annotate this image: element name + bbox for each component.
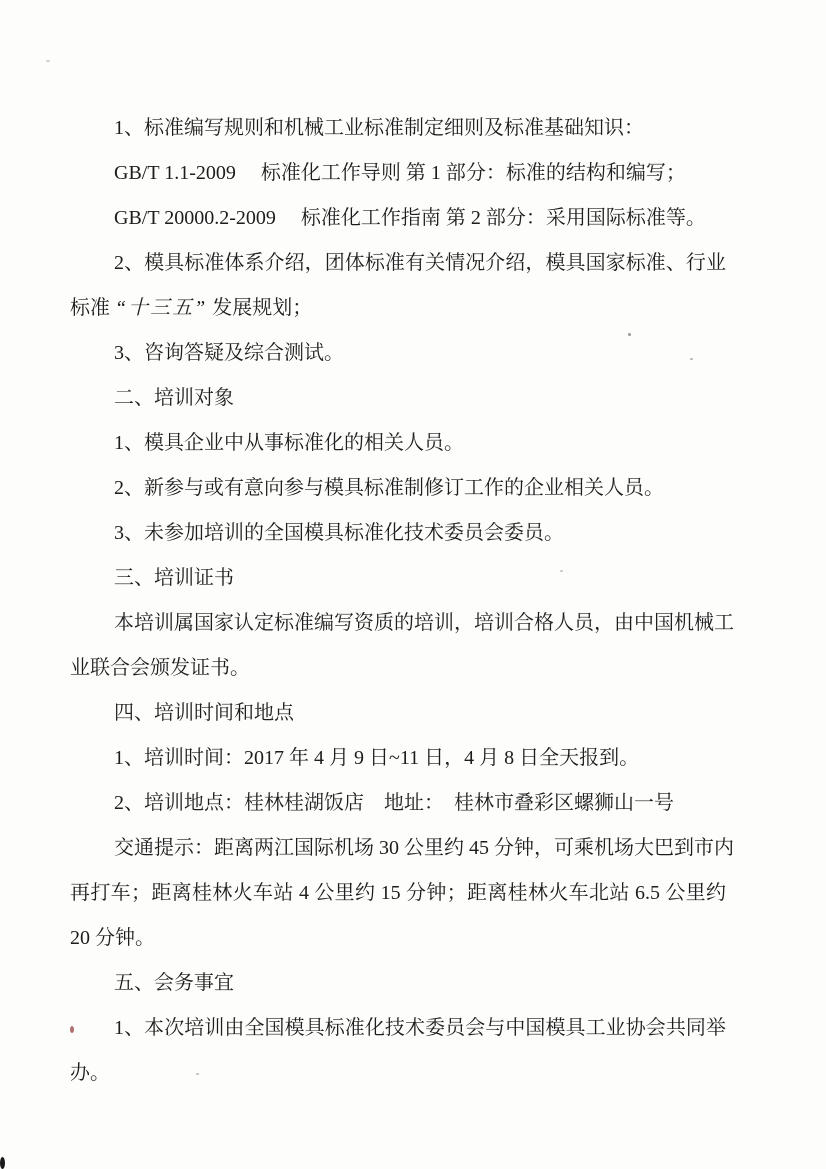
scan-speck <box>690 358 693 360</box>
doc-line <box>70 196 726 241</box>
doc-line <box>70 601 734 646</box>
line-text: 本培训属国家认定标准编写资质的培训，培训合格人员，由中国机械工 <box>114 612 734 634</box>
line-text: 二、培训对象 <box>114 387 234 409</box>
line-text: 标准 <box>70 297 115 319</box>
line-text: 再打车；距离桂林火车站 4 公里约 15 分钟；距离桂林火车北站 6.5 公里约 <box>70 882 726 904</box>
doc-line <box>70 151 726 196</box>
line-text: 3、未参加培训的全国模具标准化技术委员会委员。 <box>114 522 564 544</box>
doc-line <box>70 466 726 511</box>
line-text: 3、咨询答疑及综合测试。 <box>114 342 344 364</box>
doc-line <box>70 646 726 691</box>
doc-line <box>70 376 726 421</box>
line-text: 四、培训时间和地点 <box>114 702 294 724</box>
doc-line <box>70 1006 726 1051</box>
line-text: GB/T 1.1-2009 标准化工作导则 第 1 部分：标准的结构和编写； <box>114 162 686 184</box>
scan-speck <box>0 1157 5 1169</box>
line-text: 办。 <box>70 1062 110 1084</box>
doc-line <box>70 871 726 916</box>
line-text: 20 分钟。 <box>70 927 155 949</box>
line-text: 业联合会颁发证书。 <box>70 657 250 679</box>
line-text: 发展规划； <box>207 297 313 319</box>
kaiti-quoted-text: “十三五” <box>115 297 208 319</box>
scan-speck <box>628 333 631 336</box>
scan-speck <box>196 1073 199 1075</box>
line-text: 2、培训地点：桂林桂湖饭店 地址： 桂林市叠彩区螺狮山一号 <box>114 792 674 814</box>
doc-line <box>70 106 726 151</box>
line-text: 2、模具标准体系介绍，团体标准有关情况介绍，模具国家标准、行业 <box>114 252 726 274</box>
doc-line <box>70 691 726 736</box>
scan-speck <box>560 570 563 572</box>
doc-line <box>70 241 726 286</box>
doc-line <box>70 286 726 331</box>
doc-line <box>70 781 726 826</box>
line-text: 1、标准编写规则和机械工业标准制定细则及标准基础知识： <box>114 117 644 139</box>
doc-line <box>70 736 726 781</box>
line-text: 1、培训时间：2017 年 4 月 9 日~11 日，4 月 8 日全天报到。 <box>114 747 640 769</box>
doc-line <box>70 961 726 1006</box>
doc-line <box>70 826 734 871</box>
scan-speck <box>70 1026 74 1033</box>
doc-line <box>70 556 726 601</box>
line-text: 1、本次培训由全国模具标准化技术委员会与中国模具工业协会共同举 <box>114 1017 726 1039</box>
doc-line <box>70 1051 726 1096</box>
line-text: 三、培训证书 <box>114 567 234 589</box>
doc-line <box>70 331 726 376</box>
line-text: 2、新参与或有意向参与模具标准制修订工作的企业相关人员。 <box>114 477 664 499</box>
line-text: GB/T 20000.2-2009 标准化工作指南 第 2 部分：采用国际标准等。 <box>114 207 706 229</box>
line-text: 五、会务事宜 <box>114 972 234 994</box>
line-text: 交通提示：距离两江国际机场 30 公里约 45 分钟，可乘机场大巴到市内 <box>114 837 734 859</box>
document-body <box>70 106 734 1096</box>
doc-line <box>70 511 726 556</box>
line-text: 1、模具企业中从事标准化的相关人员。 <box>114 432 464 454</box>
scan-speck <box>46 60 50 62</box>
doc-line <box>70 916 726 961</box>
doc-line <box>70 421 726 466</box>
